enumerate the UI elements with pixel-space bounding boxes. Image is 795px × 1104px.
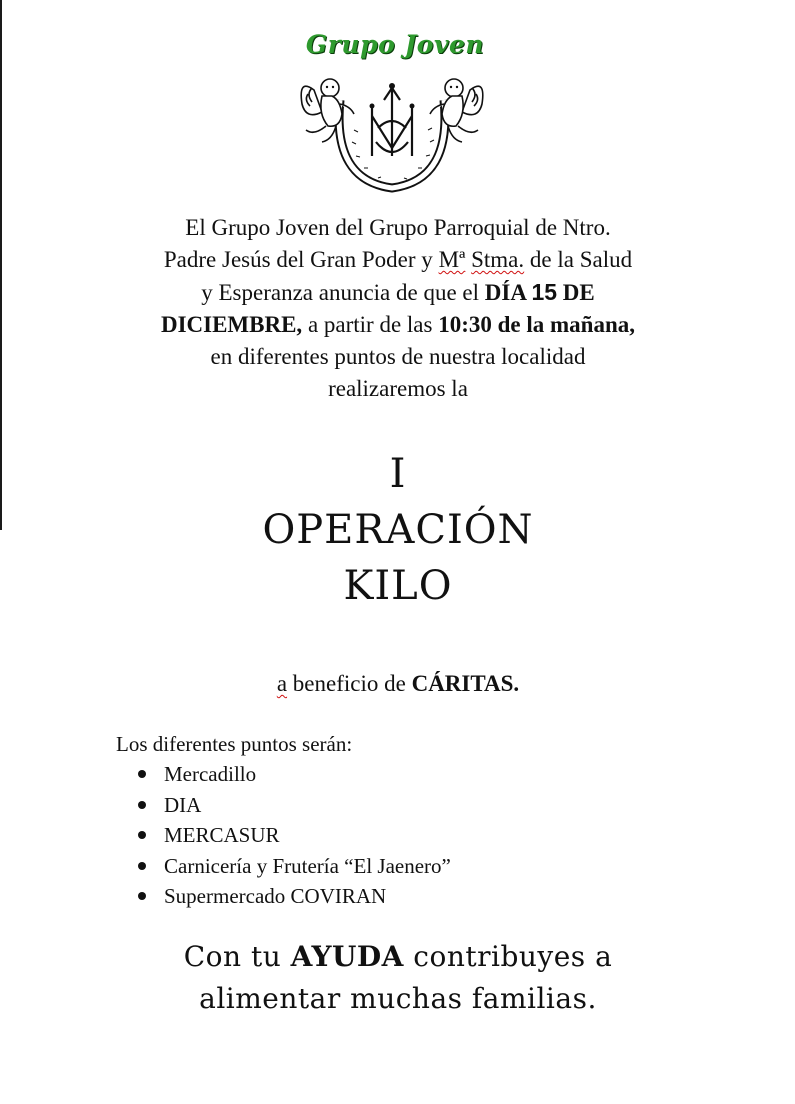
event-numeral: I [389,451,407,497]
closing-message [98,936,698,1020]
left-margin-rule [0,0,2,530]
bullet-icon [138,831,146,839]
list-item: Supermercado COVIRAN [116,882,451,913]
event-date: DÍA 15 DE [484,279,595,305]
announcement-line: realizaremos la [328,376,468,401]
bullet-icon [138,801,146,809]
announcement-line: en diferentes puntos de nuestra localidad [210,344,586,369]
closing-line: Con tu AYUDA contribuyes a [183,940,613,973]
brotherhood-emblem-icon [292,70,492,196]
collection-points-heading: Los diferentes puntos serán: [116,732,353,756]
list-item: Carnicería y Frutería “El Jaenero” [116,852,451,883]
announcement-line: y Esperanza anuncia de que el DÍA 15 DE [201,279,595,305]
list-item: MERCASUR [116,821,451,852]
beneficiary-line: a beneficio de CÁRITAS. [276,671,520,696]
announcement-line: El Grupo Joven del Grupo Parroquial de Ntro. [185,215,611,240]
event-title-line: KILO [343,563,453,609]
bullet-icon [138,892,146,900]
spellcheck-word: Mª [438,247,466,272]
collection-points-list [116,760,451,913]
group-logo-title: Grupo Joven [305,30,485,59]
announcement-line: Padre Jesús del Gran Poder y Mª Stma. de la Salud [163,247,633,272]
bullet-icon [138,770,146,778]
list-item: Mercadillo [116,760,451,791]
spellcheck-word: a [276,671,288,696]
charity-name: CÁRITAS. [411,671,520,696]
spellcheck-word: Stma. [471,247,525,272]
list-item: DIA [116,791,451,822]
event-month: DICIEMBRE, [160,312,303,337]
announcement-paragraph [80,212,716,405]
event-title-line: OPERACIÓN [262,507,534,553]
event-time: 10:30 de la mañana, [438,312,636,337]
announcement-line: DICIEMBRE, a partir de las 10:30 de la mañana, [160,312,636,337]
help-emphasis: AYUDA [290,940,404,973]
event-title [148,446,648,614]
closing-line: alimentar muchas familias. [199,982,597,1015]
bullet-icon [138,862,146,870]
